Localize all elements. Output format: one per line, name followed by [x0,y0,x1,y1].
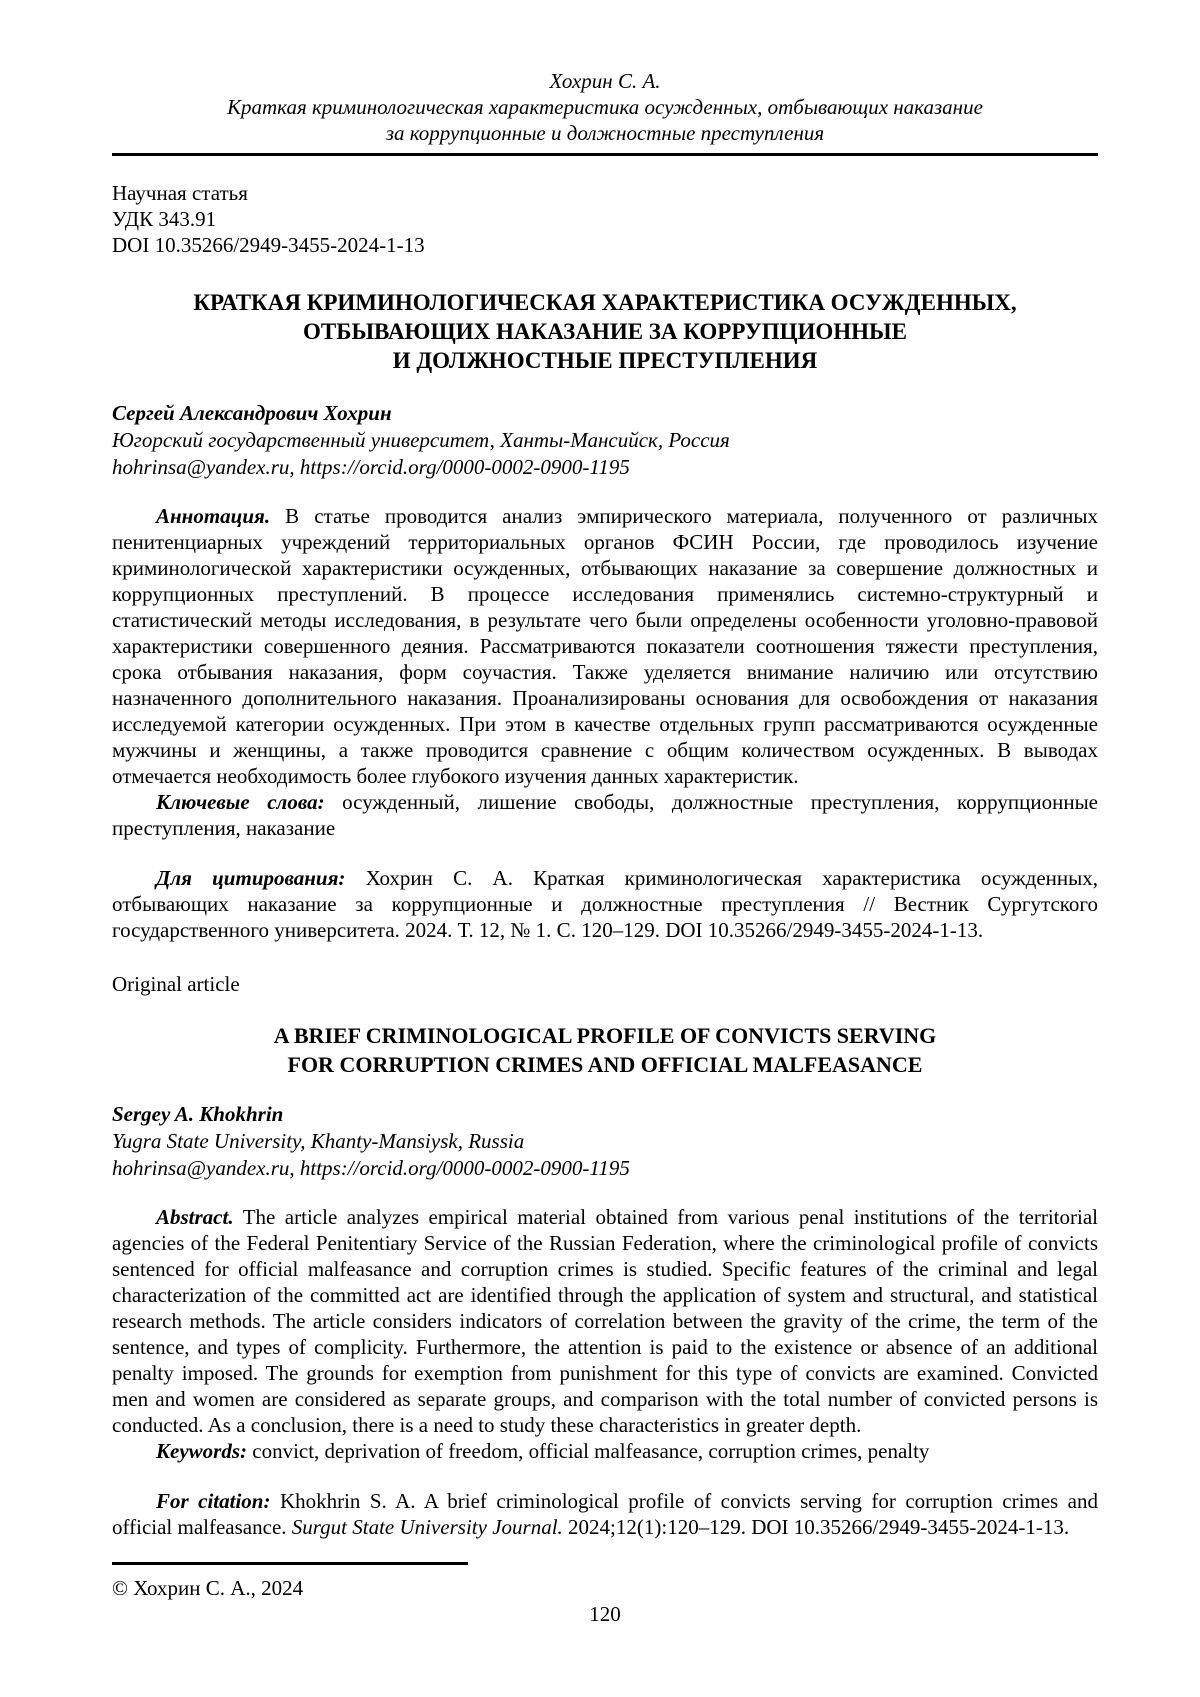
affiliation-ru: Югорский государственный университет, Ханты-Мансийск, Россия [112,428,730,452]
citation-en-label: For citation: [156,1489,271,1513]
contact-ru: hohrinsa@yandex.ru, https://orcid.org/0000-0002-0900-1195 [112,455,630,479]
title-en-line-2: FOR CORRUPTION CRIMES AND OFFICIAL MALFEASANCE [287,1052,923,1077]
title-ru-line-2: ОТБЫВАЮЩИХ НАКАЗАНИЕ ЗА КОРРУПЦИОННЫЕ [303,319,907,344]
abstract-ru [112,503,1098,789]
abstract-section-en [112,1204,1098,1464]
header-rule [112,153,1098,156]
abstract-section-ru [112,503,1098,841]
citation-ru [112,865,1098,943]
running-header-author: Хохрин С. А. [549,69,661,93]
affiliation-en: Yugra State University, Khanty-Mansiysk, Russia [112,1129,525,1153]
abstract-ru-text: В статье проводится анализ эмпирического материала, полученного от различных пенитенциарных учреждений территориальных органов ФСИН России, где проводилось изучение криминологической характеристики осужденных, отбывающих наказание за совершение должностных и коррупционных преступлений. В процессе исследования применялись системно-структурный и статистический методы исследования, в результате чего были определены особенности уголовно-правовой характеристики совершенного деяния. Рассматриваются показатели соотношения тяжести преступления, срока отбывания наказания, форм соучастия. Также уделяется внимание наличию или отсутствию назначенного дополнительного наказания. Проанализированы основания для освобождения от наказания исследуемой категории осужденных. При этом в качестве отдельных групп рассматриваются осужденные мужчины и женщины, а также проводится сравнение с общим количеством осужденных. В выводах отмечается необходимость более глубокого изучения данных характеристик. [112,504,1099,788]
article-type-ru: Научная статья [112,181,248,205]
page-footer [112,1562,1098,1627]
title-ru-line-1: КРАТКАЯ КРИМИНОЛОГИЧЕСКАЯ ХАРАКТЕРИСТИКА ОСУЖДЕННЫХ, [193,290,1017,315]
running-header [112,0,1098,146]
udc-number: УДК 343.91 [112,207,217,231]
abstract-en [112,1204,1098,1438]
article-title-ru [112,288,1098,375]
abstract-en-text: The article analyzes empirical material obtained from various penal institutions of the territorial agencies of the Federal Penitentiary Service of the Russian Federation, where the criminological profile of convicts sentenced for official malfeasance and corruption crimes is studied. Specific features of the criminal and legal characterization of the committed act are identified through the application of system and structural, and statistical research methods. The article considers indicators of correlation between the gravity of the crime, the term of the sentence, and types of complicity. Furthermore, the attention is paid to the existence or absence of an additional penalty imposed. The grounds for exemption from punishment for this type of convicts are examined. Convicted men and women are considered as separate groups, and comparison with the total number of convicted persons is conducted. As a conclusion, there is a need to study these characteristics in greater depth. [112,1205,1098,1437]
copyright-notice: © Хохрин С. А., 2024 [112,1576,304,1600]
author-name-ru: Сергей Александрович Хохрин [112,401,392,425]
author-name-en: Sergey A. Khokhrin [112,1102,284,1126]
authors-ru [112,400,1098,481]
running-header-title-line-2: за коррупционные и должностные преступления [385,121,825,145]
citation-en-text-after-journal: 2024;12(1):120–129. DOI 10.35266/2949-3455-2024-1-13. [568,1515,1070,1539]
title-ru-line-3: И ДОЛЖНОСТНЫЕ ПРЕСТУПЛЕНИЯ [392,348,818,373]
citation-ru-text: Хохрин С. А. Краткая криминологическая характеристика осужденных, отбывающих наказание за коррупционные и должностные преступления // Вестник Сургутского государственного университета. 2024. Т. 12, № 1. С. 120–129. DOI 10.35266/2949-3455-2024-1-13. [112,866,1099,942]
article-meta [112,180,1098,258]
keywords-ru-label: Ключевые слова: [156,790,325,814]
keywords-en-label: Keywords: [156,1439,247,1463]
doi-number: DOI 10.35266/2949-3455-2024-1-13 [112,233,425,257]
keywords-ru-text: осужденный, лишение свободы, должностные преступления, коррупционные преступления, наказание [112,790,1098,840]
article-title-en [112,1021,1098,1079]
keywords-en [112,1438,1098,1464]
keywords-ru [112,789,1098,841]
running-header-title-line-1: Краткая криминологическая характеристика осужденных, отбывающих наказание [227,95,983,119]
citation-en-journal-name: Surgut State University Journal. [291,1515,563,1539]
abstract-en-label: Abstract. [156,1205,234,1229]
citation-en-text-before-journal: Khokhrin S. A. A brief criminological profile of convicts serving for corruption crimes and official malfeasance. [112,1489,1099,1539]
keywords-en-text: convict, deprivation of freedom, official malfeasance, corruption crimes, penalty [252,1439,930,1463]
contact-en: hohrinsa@yandex.ru, https://orcid.org/0000-0002-0900-1195 [112,1156,630,1180]
title-en-line-1: A BRIEF CRIMINOLOGICAL PROFILE OF CONVICTS SERVING [273,1023,937,1048]
article-type-en: Original article [112,972,240,996]
footer-rule [112,1562,468,1565]
citation-en [112,1488,1098,1540]
authors-en [112,1101,1098,1182]
abstract-ru-label: Аннотация. [156,504,271,528]
citation-ru-label: Для цитирования: [156,866,346,890]
page-number: 120 [589,1602,621,1626]
